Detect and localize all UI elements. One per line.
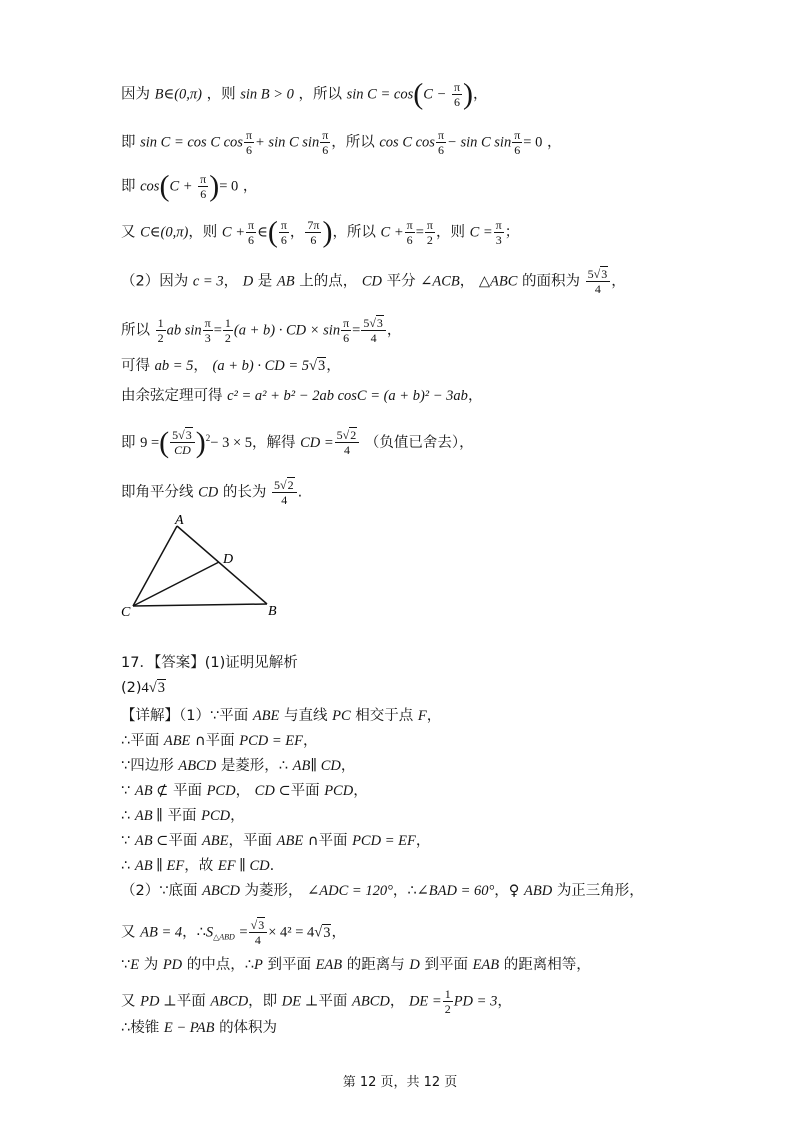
- math: EF ∥ CD: [217, 858, 270, 874]
- solution-line-1: [121, 77, 488, 111]
- math: E: [130, 957, 140, 973]
- text: ，: [242, 178, 258, 195]
- math: PCD: [324, 783, 354, 799]
- text: 平分: [386, 273, 416, 290]
- text: 【详解】（1）∵平面: [121, 708, 249, 724]
- text: ∩平面: [307, 833, 348, 849]
- text: 到平面: [267, 957, 311, 973]
- math: ab sin: [166, 322, 202, 339]
- detail-line-4: [121, 781, 368, 801]
- fraction: $\frac{5√2}{4}$: [335, 428, 360, 457]
- text: 又: [121, 993, 136, 1010]
- math: ∠BAD = 60°: [416, 883, 495, 899]
- math: c = 3: [192, 273, 224, 290]
- math: PCD: [206, 783, 236, 799]
- text: 可得: [121, 358, 150, 374]
- math: = 0: [523, 134, 543, 151]
- math: PCD: [201, 808, 231, 824]
- detail-line-2: [121, 731, 318, 751]
- math: CD ⊂: [254, 783, 291, 799]
- math: DE ⊥: [281, 993, 319, 1010]
- text: 是菱形，∴: [220, 758, 289, 774]
- math: AB ⊂: [134, 833, 169, 849]
- math: F: [417, 708, 427, 724]
- fraction: $\frac{\pi}{6}$: [322, 128, 329, 157]
- text: ，: [389, 993, 405, 1010]
- text: ∵: [121, 957, 131, 973]
- fraction: $\frac{\pi}{3}$: [204, 316, 211, 345]
- text: ，: [415, 833, 431, 849]
- math: =: [213, 322, 222, 339]
- answer-17-part2: (2)4√3: [121, 680, 166, 696]
- right-paren: ): [463, 77, 473, 111]
- math: C∈(0,π): [140, 224, 189, 241]
- text: 即: [121, 134, 136, 151]
- left-paren: (: [159, 169, 170, 203]
- math: − 3 × 5: [210, 434, 252, 451]
- text: （负值已舍去）: [364, 434, 460, 451]
- text: ，∴: [182, 924, 206, 941]
- exponent: 2: [205, 433, 211, 443]
- math: ABE: [201, 833, 229, 849]
- math: + sin C sin: [255, 134, 320, 151]
- math: C +: [221, 224, 246, 241]
- side-cb: [133, 604, 267, 606]
- math: AB ∥: [134, 808, 163, 824]
- fraction: $\frac{\pi}{6}$: [280, 218, 287, 247]
- math: ABCD: [351, 993, 390, 1010]
- math: (a + b) · CD = 5: [212, 358, 310, 374]
- math: ABCD: [178, 758, 217, 774]
- text: ，: [193, 358, 208, 374]
- detail-line-11: [121, 987, 512, 1016]
- text: 的中点，∴: [186, 957, 254, 973]
- text: ，故: [184, 858, 214, 874]
- solution-line-2: [121, 128, 561, 157]
- math: (a + b) · CD × sin: [233, 322, 341, 339]
- text: 即角平分线: [121, 484, 194, 501]
- label-b: B: [268, 604, 277, 619]
- math: CD =: [300, 434, 334, 451]
- text: 由余弦定理可得: [121, 388, 223, 404]
- fraction: $\frac{5√3}{4}$: [586, 267, 611, 296]
- text: 的体积为: [219, 1020, 278, 1036]
- math: sin C = cos: [346, 86, 414, 103]
- text: ，♀: [494, 883, 520, 899]
- page-footer: 第 12 页，共 12 页: [342, 1075, 458, 1090]
- math: △ABC: [478, 273, 518, 290]
- text: ∵四边形: [121, 758, 174, 774]
- math: sin B > 0: [240, 86, 294, 103]
- math: × 4² = 4: [268, 924, 315, 941]
- math: DE =: [408, 993, 442, 1010]
- text: ，: [326, 358, 341, 374]
- math: 9 =: [140, 434, 160, 451]
- detail-line-7: [121, 856, 274, 876]
- math: AB ∥ EF: [134, 858, 185, 874]
- math: = 0: [219, 178, 239, 195]
- text: （2）因为: [121, 273, 189, 290]
- text: .: [297, 484, 303, 501]
- math: ABE: [276, 833, 304, 849]
- text: ，: [340, 758, 356, 774]
- text: 上的点，: [299, 273, 358, 290]
- text: ，所以: [331, 134, 375, 151]
- text: 相交于点: [355, 708, 414, 724]
- solution-line-10: [121, 478, 302, 507]
- math: ，: [289, 224, 305, 241]
- math: C −: [423, 86, 447, 103]
- text: ∴: [121, 808, 131, 824]
- text: ，: [386, 322, 402, 339]
- text: 的长为: [222, 484, 267, 501]
- solution-line-8: [121, 386, 482, 406]
- text: ，: [223, 273, 239, 290]
- detail-line-3: [121, 756, 355, 776]
- text: ，: [497, 993, 512, 1010]
- text: ，解得: [252, 434, 296, 451]
- fraction: $\frac{5√2}{4}$: [272, 478, 297, 507]
- fraction: $\frac{\pi}{6}$: [437, 128, 445, 157]
- text: ，: [467, 388, 483, 404]
- math: AB ⊄: [134, 783, 169, 799]
- math: PC: [332, 708, 351, 724]
- text: ，: [303, 733, 318, 749]
- math: ∠ACB: [420, 273, 460, 290]
- math: =: [239, 924, 248, 941]
- right-paren: ): [195, 425, 206, 459]
- text: ∵: [121, 783, 131, 799]
- math: D: [242, 273, 254, 290]
- label-a: A: [175, 513, 184, 528]
- detail-line-8: [121, 881, 644, 901]
- fraction: $\frac{\pi}{6}$: [406, 218, 413, 247]
- math: C =: [469, 224, 493, 241]
- detail-line-6: [121, 831, 430, 851]
- detail-line-12: [121, 1018, 277, 1038]
- text: ，则: [435, 224, 465, 241]
- math: E − PAB: [163, 1020, 215, 1036]
- math: ABCD: [210, 993, 249, 1010]
- text: ，所以: [298, 86, 343, 103]
- math: PD ⊥: [140, 993, 177, 1010]
- right-paren: ): [209, 169, 220, 203]
- fraction: $\frac{1}{2}$: [224, 316, 231, 345]
- math: PCD = EF: [239, 733, 304, 749]
- math: CD: [198, 484, 219, 501]
- subscript: △ABD: [213, 932, 235, 942]
- fraction: $\frac{\pi}{2}$: [426, 218, 433, 247]
- side-ab: [177, 526, 267, 604]
- math: S: [205, 924, 214, 941]
- text: ，: [426, 708, 442, 724]
- detail-line-10: [121, 955, 591, 975]
- fraction: $\frac{1}{2}$: [444, 987, 451, 1016]
- solution-line-9: [121, 425, 474, 459]
- detail-line-1: [121, 706, 441, 726]
- label-d: D: [223, 552, 234, 567]
- math: AB: [276, 273, 295, 290]
- math: EAB: [472, 957, 500, 973]
- solution-line-6: [121, 316, 401, 345]
- label-c: C: [121, 605, 131, 620]
- math: ∠ADC = 120°: [307, 883, 393, 899]
- math: ABE: [163, 733, 191, 749]
- math: =: [352, 322, 361, 339]
- math: ABE: [252, 708, 280, 724]
- text: ∴棱锥: [121, 1020, 160, 1036]
- text: ，: [230, 808, 245, 824]
- fraction: $\frac{5√3}{CD}$: [170, 428, 195, 457]
- text: 为正三角形，: [556, 883, 644, 899]
- fraction: $\frac{\pi}{6}$: [248, 218, 255, 247]
- radicand: 3: [317, 358, 326, 374]
- math: C +: [169, 178, 193, 195]
- math: EAB: [315, 957, 343, 973]
- solution-line-5: [121, 267, 626, 296]
- triangle-figure: [115, 510, 295, 620]
- fraction: $\frac{\pi}{6}$: [343, 316, 350, 345]
- text: 平面: [290, 783, 320, 799]
- solution-line-7: 可得 ab = 5， (a + b) · CD = 5√3，: [121, 358, 341, 374]
- text: ，即: [248, 993, 278, 1010]
- text: 因为: [121, 86, 150, 103]
- left-paren: (: [413, 77, 424, 111]
- radicand: 3: [157, 680, 166, 696]
- fraction: $\frac{\pi}{6}$: [453, 80, 460, 109]
- math: PD = 3: [453, 993, 498, 1010]
- math: PCD = EF: [352, 833, 416, 849]
- right-paren: ): [322, 215, 333, 249]
- text: （2）∵底面: [121, 883, 198, 899]
- fraction: $\frac{7\pi}{6}$: [307, 218, 320, 247]
- text: 所以: [121, 322, 150, 339]
- fraction: $\frac{\pi}{6}$: [200, 172, 207, 201]
- text: ∵: [121, 833, 131, 849]
- math: ∈: [257, 224, 268, 241]
- math: D: [409, 957, 420, 973]
- math: sin C = cos C cos: [140, 134, 243, 151]
- text: 又: [121, 224, 136, 241]
- math: − sin C sin: [447, 134, 512, 151]
- text: 平面: [318, 993, 348, 1010]
- radicand: 3: [323, 924, 331, 941]
- text: ，: [473, 86, 488, 103]
- text: ∴: [121, 858, 131, 874]
- text: ，∴: [392, 883, 417, 899]
- text: 与直线: [284, 708, 328, 724]
- text: ，平面: [228, 833, 273, 849]
- text: 平面: [176, 993, 206, 1010]
- text: 的距离相等，: [503, 957, 591, 973]
- text: ，: [546, 134, 562, 151]
- text: 平面: [172, 783, 202, 799]
- math: cos C cos: [379, 134, 435, 151]
- text: ∩平面: [195, 733, 235, 749]
- left-paren: (: [159, 425, 170, 459]
- math: ABD: [524, 883, 553, 899]
- text: ，: [459, 434, 474, 451]
- math: cos: [140, 178, 160, 195]
- math: AB = 4: [140, 924, 183, 941]
- fraction: $\frac{\pi}{6}$: [245, 128, 253, 157]
- fraction: $\frac{1}{2}$: [157, 316, 164, 345]
- text: ∴平面: [121, 733, 160, 749]
- text: 即: [121, 434, 136, 451]
- text: 的距离与: [346, 957, 405, 973]
- math: C +: [380, 224, 404, 241]
- math: c² = a² + b² − 2ab cosC = (a + b)² − 3ab: [227, 388, 468, 404]
- text: 为菱形，: [244, 883, 303, 899]
- text: 的面积为: [522, 273, 581, 290]
- text: ，: [353, 783, 368, 799]
- text: 到平面: [424, 957, 468, 973]
- math: PD: [162, 957, 183, 973]
- text: ，则: [206, 86, 236, 103]
- text: 平面: [168, 833, 198, 849]
- fraction: $\frac{5√3}{4}$: [361, 316, 386, 345]
- text: ，: [235, 783, 251, 799]
- text: ，: [331, 924, 346, 941]
- text: 即: [121, 178, 136, 195]
- math: AB∥ CD: [292, 758, 341, 774]
- math: 4: [141, 680, 149, 696]
- text: ，所以: [332, 224, 376, 241]
- text: 又: [121, 924, 136, 941]
- math: CD: [361, 273, 382, 290]
- fraction: $\frac{√3}{4}$: [249, 918, 268, 947]
- math: ab = 5: [154, 358, 194, 374]
- detail-line-5: [121, 806, 245, 826]
- text: ，: [611, 273, 626, 290]
- text: (2): [121, 680, 142, 696]
- text: ，则: [188, 224, 218, 241]
- math: =: [415, 224, 424, 241]
- text: .: [269, 858, 275, 874]
- fraction: $\frac{\pi}{6}$: [514, 128, 521, 157]
- left-paren: (: [267, 215, 278, 249]
- solution-line-4: [121, 215, 520, 249]
- text: 是: [257, 273, 273, 290]
- text: 为: [143, 957, 159, 973]
- solution-line-3: [121, 169, 258, 203]
- answer-17-title: 17．【答案】(1)证明见解析: [121, 655, 298, 671]
- detail-line-9: 又 AB = 4，$\therefore S_{\triangle ABD}$ = $\frac{√3}{4}$ × 4² = 4√3，: [121, 918, 346, 947]
- text: ，: [459, 273, 475, 290]
- math: P: [254, 957, 263, 973]
- math: ABCD: [202, 883, 240, 899]
- fraction: $\frac{\pi}{3}$: [495, 218, 502, 247]
- math: B∈(0,π): [154, 86, 202, 103]
- text: ；: [504, 224, 520, 241]
- text: 平面: [167, 808, 197, 824]
